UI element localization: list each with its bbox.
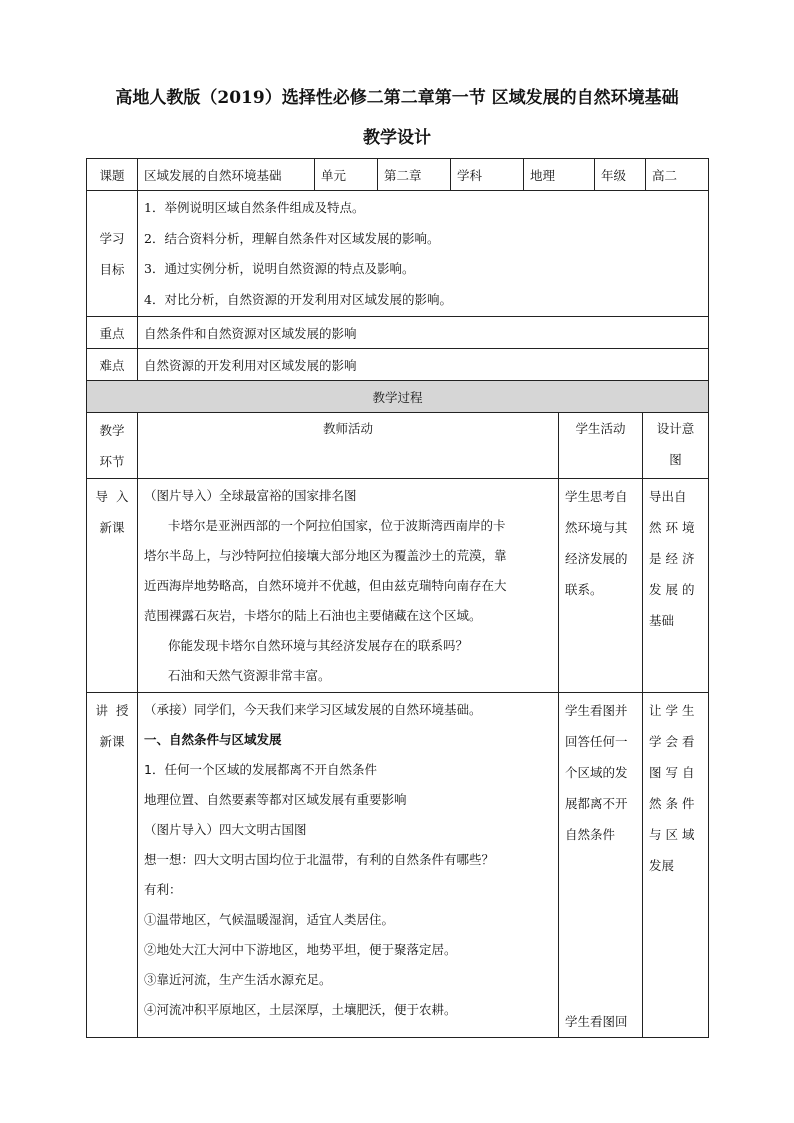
objectives-label-line2: 目标 xyxy=(99,261,125,277)
design-line: 是 经 济 xyxy=(649,551,695,566)
objective-item: 2．结合资料分析，理解自然条件对区域发展的影响。 xyxy=(144,230,440,246)
lecture-design-intent xyxy=(643,693,709,1038)
objectives-label xyxy=(87,191,138,317)
student-line: 自然条件 xyxy=(565,827,616,842)
unit-value: 第二章 xyxy=(378,159,451,191)
teacher-line: 有利： xyxy=(144,882,182,897)
teacher-line: 你能发现卡塔尔自然环境与其经济发展存在的联系吗？ xyxy=(168,638,469,653)
col-student-header: 学生活动 xyxy=(559,413,643,479)
intro-stage xyxy=(87,479,138,693)
teacher-line: ①温带地区，气候温暖湿润，适宜人类居住。 xyxy=(144,912,395,927)
design-line: 然 条 件 xyxy=(649,796,695,811)
student-line: 个区域的发 xyxy=(565,765,628,780)
objective-item: 4．对比分析，自然资源的开发利用对区域发展的影响。 xyxy=(144,291,452,307)
lesson-label: 课题 xyxy=(87,159,138,191)
col-stage-line2: 环节 xyxy=(99,453,125,469)
lecture-teacher-activity xyxy=(138,693,559,1038)
teacher-line: 1．任何一个区域的发展都离不开自然条件 xyxy=(144,762,377,777)
col-stage-line1: 教学 xyxy=(99,422,125,438)
process-header: 教学过程 xyxy=(87,381,709,413)
design-line: 让 学 生 xyxy=(649,703,695,718)
design-line: 基础 xyxy=(649,613,675,628)
grade-value: 高二 xyxy=(646,159,709,191)
design-line: 学 会 看 xyxy=(649,734,695,749)
col-design-line1: 设计意 xyxy=(656,421,695,436)
teacher-line: 想一想：四大文明古国均位于北温带，有利的自然条件有哪些？ xyxy=(144,852,495,867)
objective-item: 3．通过实例分析，说明自然资源的特点及影响。 xyxy=(144,261,415,276)
col-teacher-header: 教师活动 xyxy=(138,413,559,479)
teacher-line: 塔尔半岛上，与沙特阿拉伯接壤大部分地区为覆盖沙土的荒漠，靠 xyxy=(144,548,507,563)
teacher-line: 卡塔尔是亚洲西部的一个阿拉伯国家，位于波斯湾西南岸的卡 xyxy=(168,518,506,533)
teacher-line: （图片导入）全球最富裕的国家排名图 xyxy=(144,488,357,503)
teacher-line: （承接）同学们，今天我们来学习区域发展的自然环境基础。 xyxy=(144,702,482,717)
document-title: 高地人教版（2019）选择性必修二第二章第一节 区域发展的自然环境基础 xyxy=(115,88,679,108)
lecture-stage-line2: 新课 xyxy=(99,734,125,749)
unit-label: 单元 xyxy=(315,159,378,191)
lesson-value: 区域发展的自然环境基础 xyxy=(138,159,315,191)
key-point-value: 自然条件和自然资源对区域发展的影响 xyxy=(138,317,709,349)
lecture-stage xyxy=(87,693,138,1038)
intro-student-activity xyxy=(559,479,643,693)
student-line: 回答任何一 xyxy=(565,734,628,749)
section-heading: 一、自然条件与区域发展 xyxy=(144,732,282,747)
design-line: 发展 xyxy=(649,858,675,873)
document-subtitle: 教学设计 xyxy=(363,128,431,148)
lesson-info-table xyxy=(86,158,709,381)
design-line: 导出自 xyxy=(649,489,687,504)
student-line: 学生看图并 xyxy=(565,703,628,718)
teacher-line: 范围裸露石灰岩，卡塔尔的陆上石油也主要储藏在这个区域。 xyxy=(144,608,482,623)
teacher-line: 近西海岸地势略高，自然环境并不优越，但由兹克瑞特向南存在大 xyxy=(144,578,507,593)
subject-value: 地理 xyxy=(524,159,595,191)
objectives-list xyxy=(138,191,709,317)
objectives-label-line1: 学习 xyxy=(99,230,125,246)
student-line: 展都离不开 xyxy=(565,796,628,811)
grade-label: 年级 xyxy=(595,159,646,191)
col-stage-header xyxy=(87,413,138,479)
intro-stage-line2: 新课 xyxy=(99,520,125,535)
student-line: 学生思考自 xyxy=(565,489,628,504)
difficulty-label: 难点 xyxy=(87,349,138,381)
intro-design-intent xyxy=(643,479,709,693)
design-line: 然 环 境 xyxy=(649,520,695,535)
student-line: 联系。 xyxy=(565,582,603,597)
difficulty-value: 自然资源的开发利用对区域发展的影响 xyxy=(138,349,709,381)
col-design-line2: 图 xyxy=(669,452,682,467)
design-line: 与 区 域 xyxy=(649,827,695,842)
objective-item: 1．举例说明区域自然条件组成及特点。 xyxy=(144,200,365,215)
subject-label: 学科 xyxy=(451,159,524,191)
intro-teacher-activity xyxy=(138,479,559,693)
teacher-line: （图片导入）四大文明古国图 xyxy=(144,822,307,837)
col-design-header xyxy=(643,413,709,479)
teacher-line: ③靠近河流，生产生活水源充足。 xyxy=(144,972,332,987)
key-point-label: 重点 xyxy=(87,317,138,349)
teacher-line: ②地处大江大河中下游地区，地势平坦，便于聚落定居。 xyxy=(144,942,457,957)
lecture-stage-line1: 讲 授 xyxy=(95,703,129,718)
teacher-line: 石油和天然气资源非常丰富。 xyxy=(168,668,331,683)
design-line: 图 写 自 xyxy=(649,765,695,780)
lecture-student-activity xyxy=(559,693,643,1038)
teaching-process-table xyxy=(86,380,709,1038)
teacher-line: 地理位置、自然要素等都对区域发展有重要影响 xyxy=(144,792,407,807)
student-line: 学生看图回 xyxy=(565,1014,628,1029)
design-line: 发 展 的 xyxy=(649,582,695,597)
student-line: 然环境与其 xyxy=(565,520,628,535)
student-line: 经济发展的 xyxy=(565,551,628,566)
teacher-line: ④河流冲积平原地区，土层深厚，土壤肥沃，便于农耕。 xyxy=(144,1002,457,1017)
intro-stage-line1: 导 入 xyxy=(95,489,129,504)
